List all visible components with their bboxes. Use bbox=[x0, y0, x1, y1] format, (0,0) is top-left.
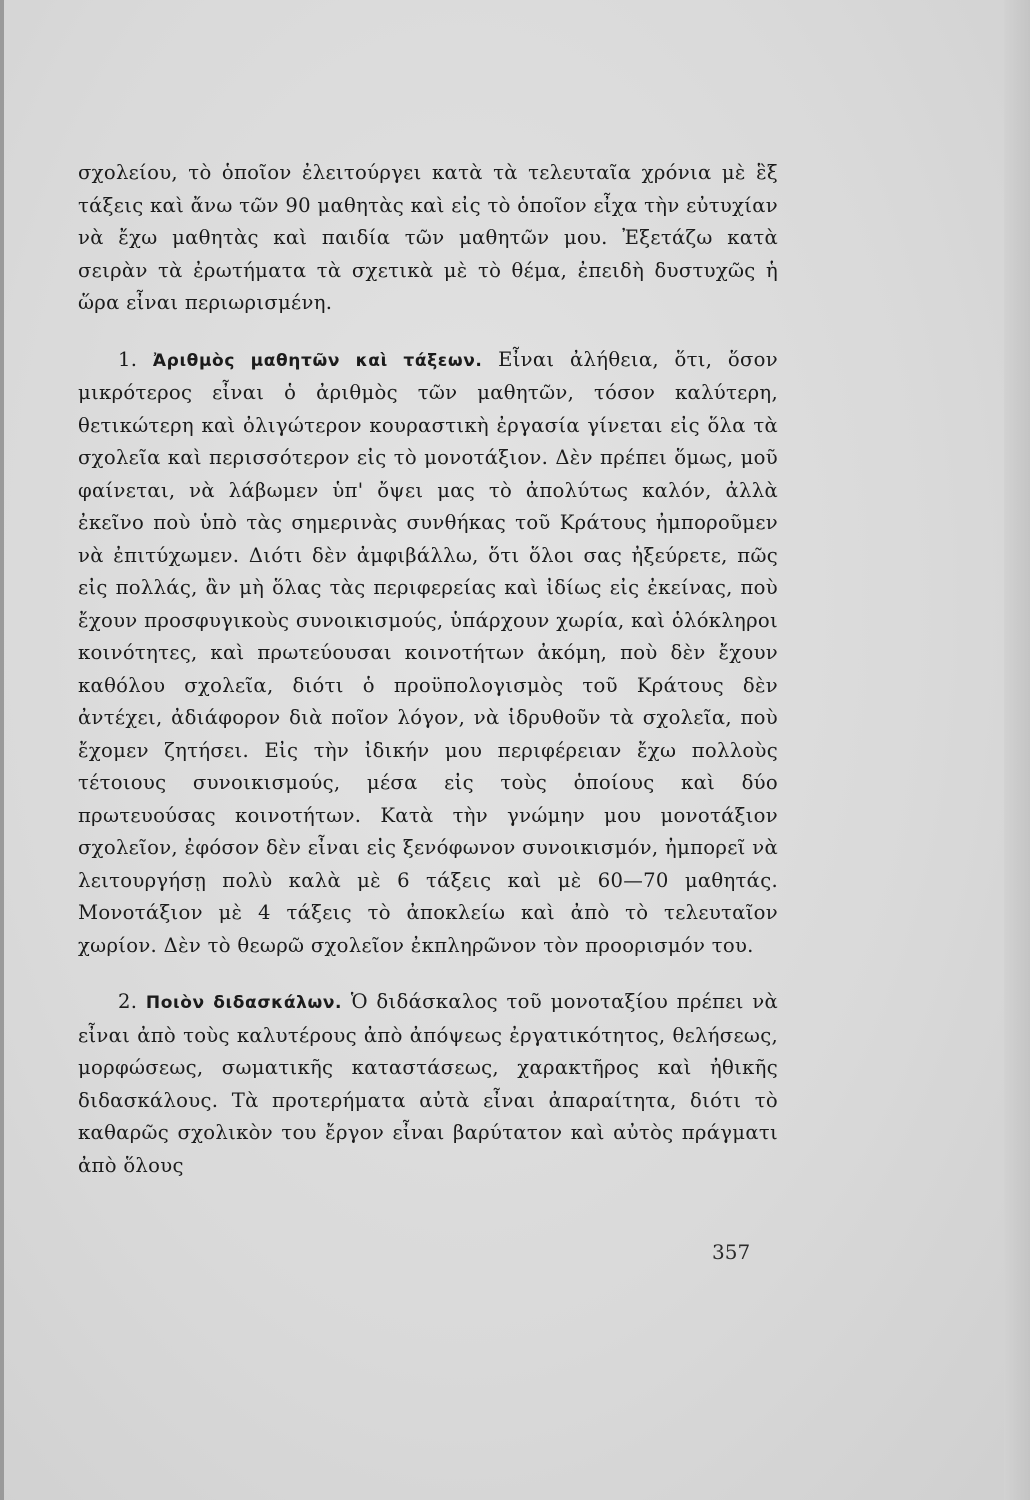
section-2-paragraph bbox=[78, 986, 778, 1182]
section-2-body: Ὁ διδάσκαλος τοῦ μονοταξίου πρέπει νὰ εἶναι ἀπὸ τοὺς καλυτέρους ἀπὸ ἀπόψεως ἐργατικότητος, θελήσεως, μορφώσεως, σωματικῆς καταστάσεως, χαρακτῆρος καὶ ἠθικῆς διδασκάλους. Τὰ προτερήματα αὐτὰ εἶναι ἀπαραίτητα, διότι τὸ καθαρῶς σχολικὸν του ἔργον εἶναι βαρύτατον καὶ αὐτὸς πράγματι ἀπὸ ὅλους bbox=[78, 990, 779, 1177]
section-2-heading: Ποιὸν διδασκάλων. bbox=[145, 993, 343, 1013]
page-number: 357 bbox=[712, 1240, 751, 1264]
page-right-edge bbox=[1004, 0, 1030, 1500]
section-2-number: 2. bbox=[118, 990, 138, 1013]
intro-paragraph: σχολείου, τὸ ὁποῖον ἐλειτούργει κατὰ τὰ τελευταῖα χρόνια μὲ ἓξ τάξεις καὶ ἄνω τῶν 90 μαθητὰς καὶ εἰς τὸ ὁποῖον εἶχα τὴν εὐτυχίαν νὰ ἔχω μαθητὰς καὶ παιδία τῶν μαθητῶν μου. Ἐξετάζω κατὰ σειρὰν τὰ ἐρωτήματα τὰ σχετικὰ μὲ τὸ θέμα, ἐπειδὴ δυστυχῶς ἡ ὥρα εἶναι περιωρισμένη. bbox=[78, 161, 778, 314]
page-left-edge bbox=[0, 0, 4, 1500]
paragraph-gap bbox=[78, 320, 778, 344]
section-1-heading: Ἀριθμὸς μαθητῶν καὶ τάξεων. bbox=[152, 350, 483, 371]
section-1-paragraph bbox=[78, 344, 778, 963]
section-1-number: 1. bbox=[118, 347, 138, 371]
paragraph-gap bbox=[78, 962, 778, 986]
page-text bbox=[78, 157, 778, 1182]
section-1-body: Εἶναι ἀλήθεια, ὅτι, ὅσον μικρότερος εἶναι ὁ ἀριθμὸς τῶν μαθητῶν, τόσον καλύτερη, θετικώτερη καὶ ὀλιγώτερον κουραστικὴ ἐργασία γίνεται εἰς ὅλα τὰ σχολεῖα καὶ περισσότερον εἰς τὸ μονοτάξιον. Δὲν πρέπει ὅμως, μοῦ φαίνεται, νὰ λάβωμεν ὑπ' ὄψει μας τὸ ἀπολύτως καλόν, ἀλλὰ ἐκεῖνο ποὺ ὑπὸ τὰς σημερινὰς συνθήκας τοῦ Κράτους ἠμποροῦμεν νὰ ἐπιτύχωμεν. Διότι δὲν ἀμφιβάλλω, ὅτι ὅλοι σας ἠξεύρετε, πῶς εἰς πολλάς, ἂν μὴ ὅλας τὰς περιφερείας καὶ ἰδίως εἰς ἐκείνας, ποὺ ἔχουν προσφυγικοὺς συνοικισμούς, ὑπάρχουν χωρία, καὶ ὁλόκληροι κοινότητες, καὶ πρωτεύουσαι κοινοτήτων ἀκόμη, ποὺ δὲν ἔχουν καθόλου σχολεῖα, διότι ὁ προϋπολογισμὸς τοῦ Κράτους δὲν ἀντέχει, ἀδιάφορον διὰ ποῖον λόγον, νὰ ἱδρυθοῦν τὰ σχολεῖα, ποὺ ἔχομεν ζητήσει. Εἰς τὴν ἰδικήν μου περιφέρειαν ἔχω πολλοὺς τέτοιους συνοικισμούς, μέσα εἰς τοὺς ὁποίους καὶ δύο πρωτευούσας κοινοτήτων. Κατὰ τὴν γνώμην μου μονοτάξιον σχολεῖον, ἐφόσον δὲν εἶναι εἰς ξενόφωνον συνοικισμόν, ἠμπορεῖ νὰ λειτουργήσῃ πολὺ καλὰ μὲ 6 τάξεις καὶ μὲ 60—70 μαθητάς. Μονοτάξιον μὲ 4 τάξεις τὸ ἀποκλείω καὶ ἀπὸ τὸ τελευταῖον χωρίον. Δὲν τὸ θεωρῶ σχολεῖον ἐκπληρῶνον τὸν προορισμόν του. bbox=[78, 347, 778, 957]
